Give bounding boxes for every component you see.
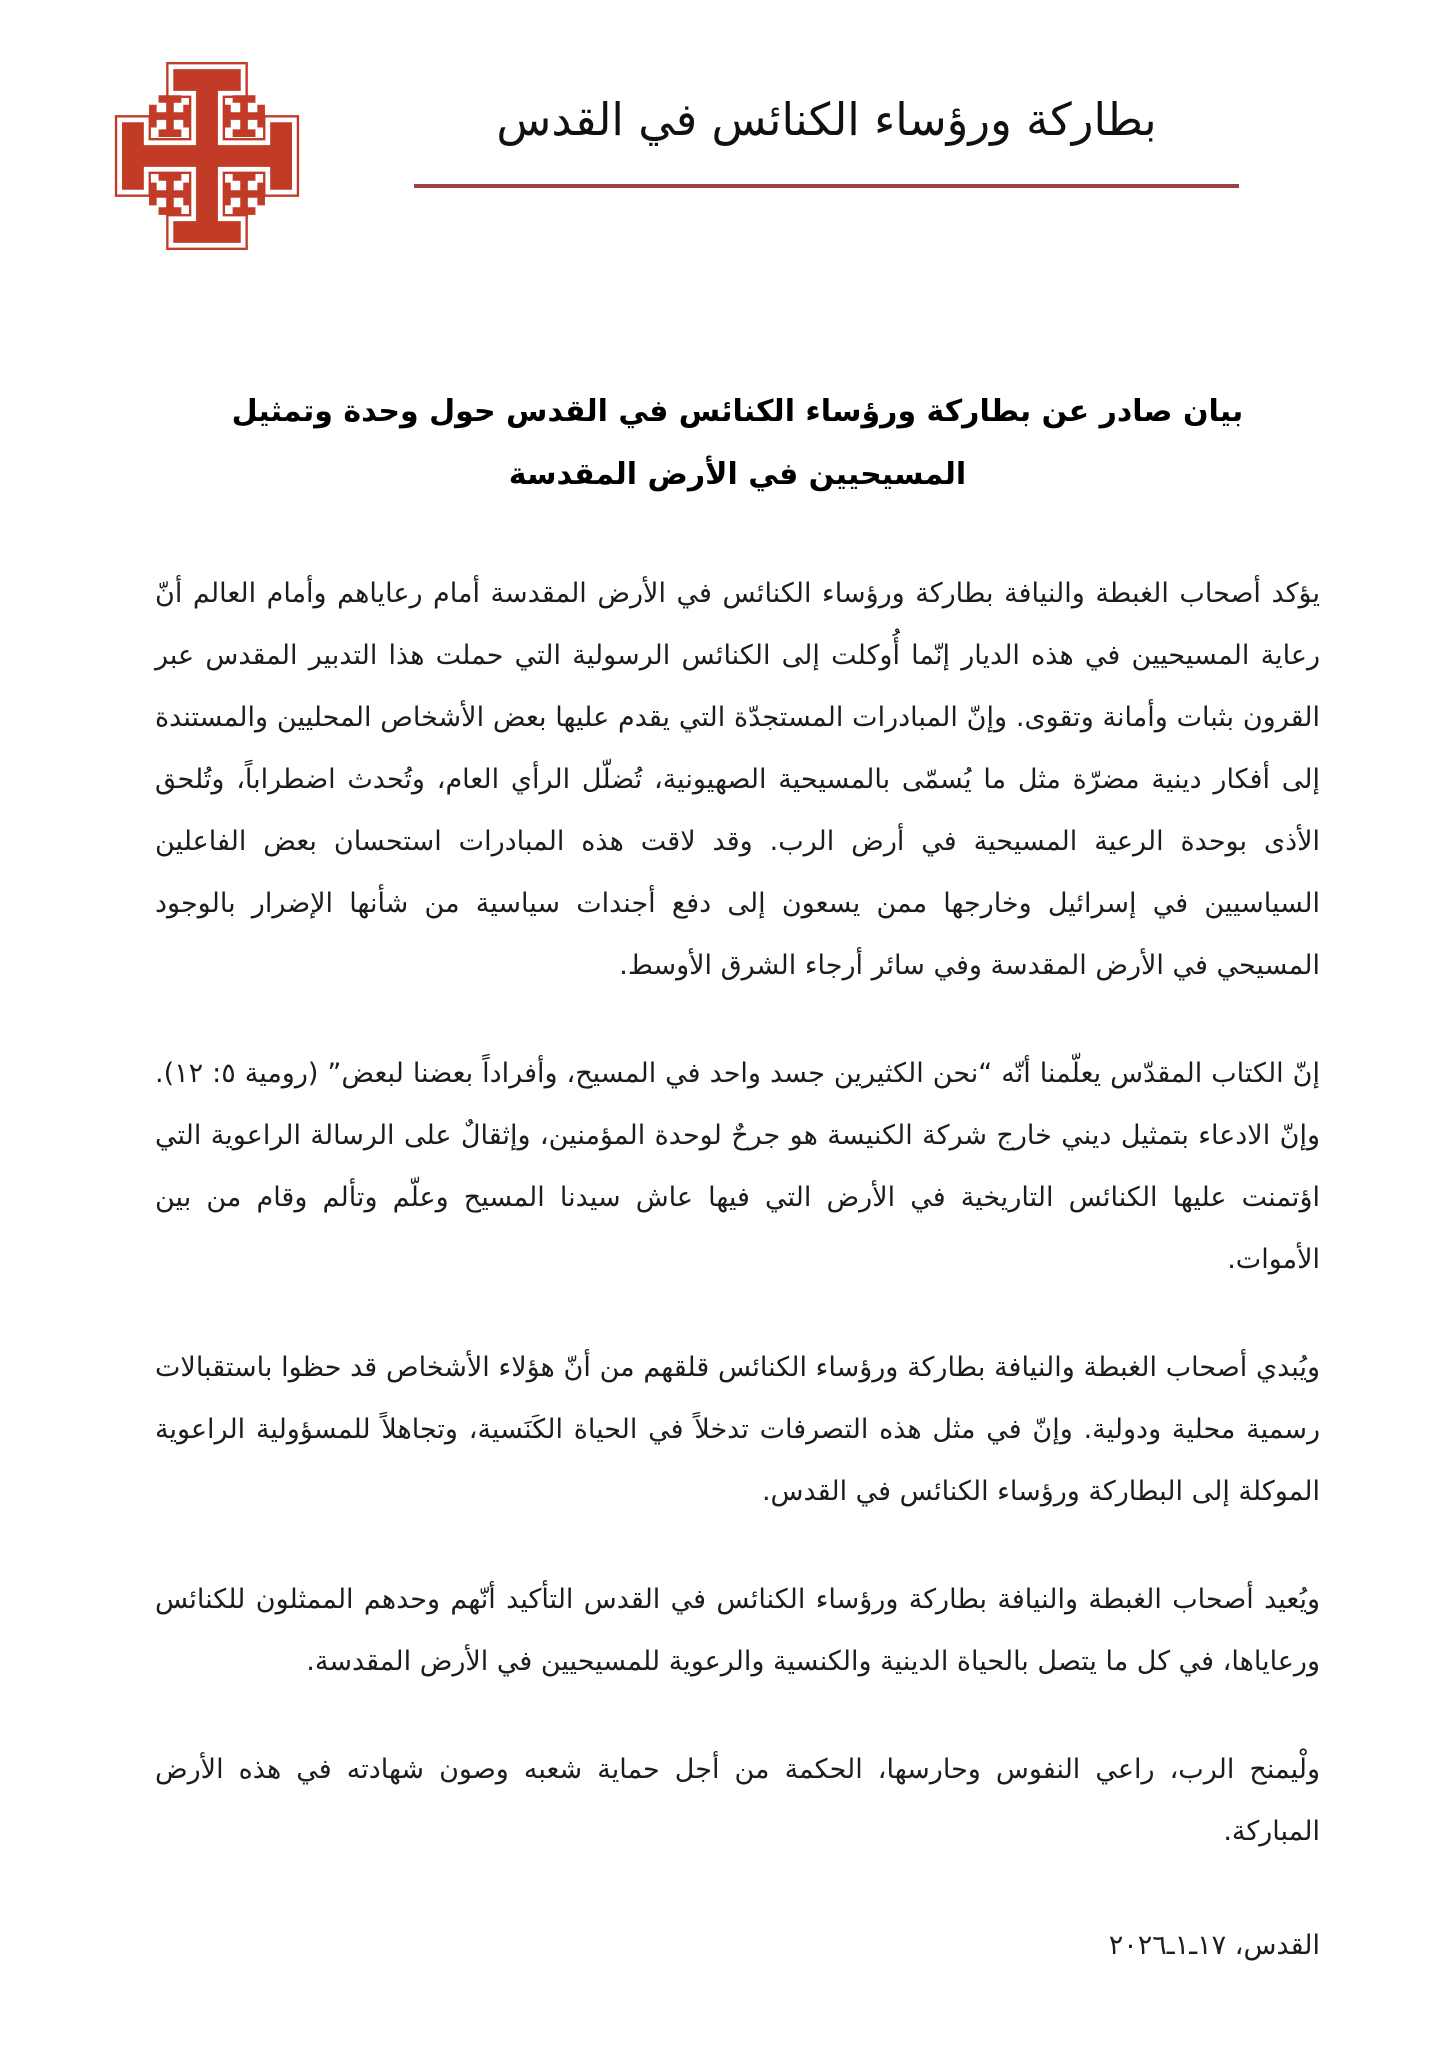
statement-heading: بيان صادر عن بطاركة ورؤساء الكنائس في القدس حول وحدة وتمثيل المسيحيين في الأرض المقدسة xyxy=(231,394,1244,492)
jerusalem-cross-icon xyxy=(112,52,302,260)
paragraph-4: ويُعيد أصحاب الغبطة والنيافة بطاركة ورؤساء الكنائس في القدس التأكيد أنّهم وحدهم الممثلون للكنائس ورعاياها، في كل ما يتصل بالحياة الدينية والكنسية والرعوية للمسيحيين في الأرض المقدسة. xyxy=(155,1584,1320,1677)
masthead-divider xyxy=(414,184,1239,188)
paragraph-5: ولْيمنح الرب، راعي النفوس وحارسها، الحكمة من أجل حماية شعبه وصون شهادته في هذه الأرض المباركة. xyxy=(155,1754,1320,1847)
paragraph-2: إنّ الكتاب المقدّس يعلّمنا أنّه “نحن الكثيرين جسد واحد في المسيح، وأفراداً بعضنا لبعض” (رومية ٥: ١٢). وإنّ الادعاء بتمثيل ديني خارج شركة الكنيسة هو جرحٌ لوحدة المؤمنين، وإثقالٌ على الرسالة الراعوية التي اؤتمنت عليها الكنائس التاريخية في الأرض التي فيها عاش سيدنا المسيح وعلّم وتألم وقام من بين الأموات. xyxy=(155,1058,1320,1275)
paragraph-3: ويُبدي أصحاب الغبطة والنيافة بطاركة ورؤساء الكنائس قلقهم من أنّ هؤلاء الأشخاص قد حظوا باستقبالات رسمية محلية ودولية. وإنّ في مثل هذه التصرفات تدخلاً في الحياة الكَنَسية، وتجاهلاً للمسؤولية الراعوية الموكلة إلى البطاركة ورؤساء الكنائس في القدس. xyxy=(155,1352,1320,1507)
paragraph-1: يؤكد أصحاب الغبطة والنيافة بطاركة ورؤساء الكنائس في الأرض المقدسة أمام رعاياهم وأمام العالم أنّ رعاية المسيحيين في هذه الديار إنّما أُوكلت إلى الكنائس الرسولية التي حملت هذا التدبير المقدس عبر القرون بثبات وأمانة وتقوى. وإنّ المبادرات المستجدّة التي يقدم عليها بعض الأشخاص المحليين والمستندة إلى أفكار دينية مضرّة مثل ما يُسمّى بالمسيحية الصهيونية، تُضلّل الرأي العام، وتُحدث اضطراباً، وتُلحق الأذى بوحدة الرعية المسيحية في أرض الرب. وقد لاقت هذه المبادرات استحسان بعض الفاعلين السياسيين في إسرائيل وخارجها ممن يسعون إلى دفع أجندات سياسية من شأنها الإضرار بالوجود المسيحي في الأرض المقدسة وفي سائر أرجاء الشرق الأوسط. xyxy=(155,578,1320,981)
statement-body xyxy=(155,380,1320,1977)
masthead xyxy=(330,84,1323,188)
organization-title: بطاركة ورؤساء الكنائس في القدس xyxy=(496,93,1157,146)
dateline: القدس، ١٧ـ١ـ٢٠٢٦ xyxy=(1108,1930,1320,1961)
